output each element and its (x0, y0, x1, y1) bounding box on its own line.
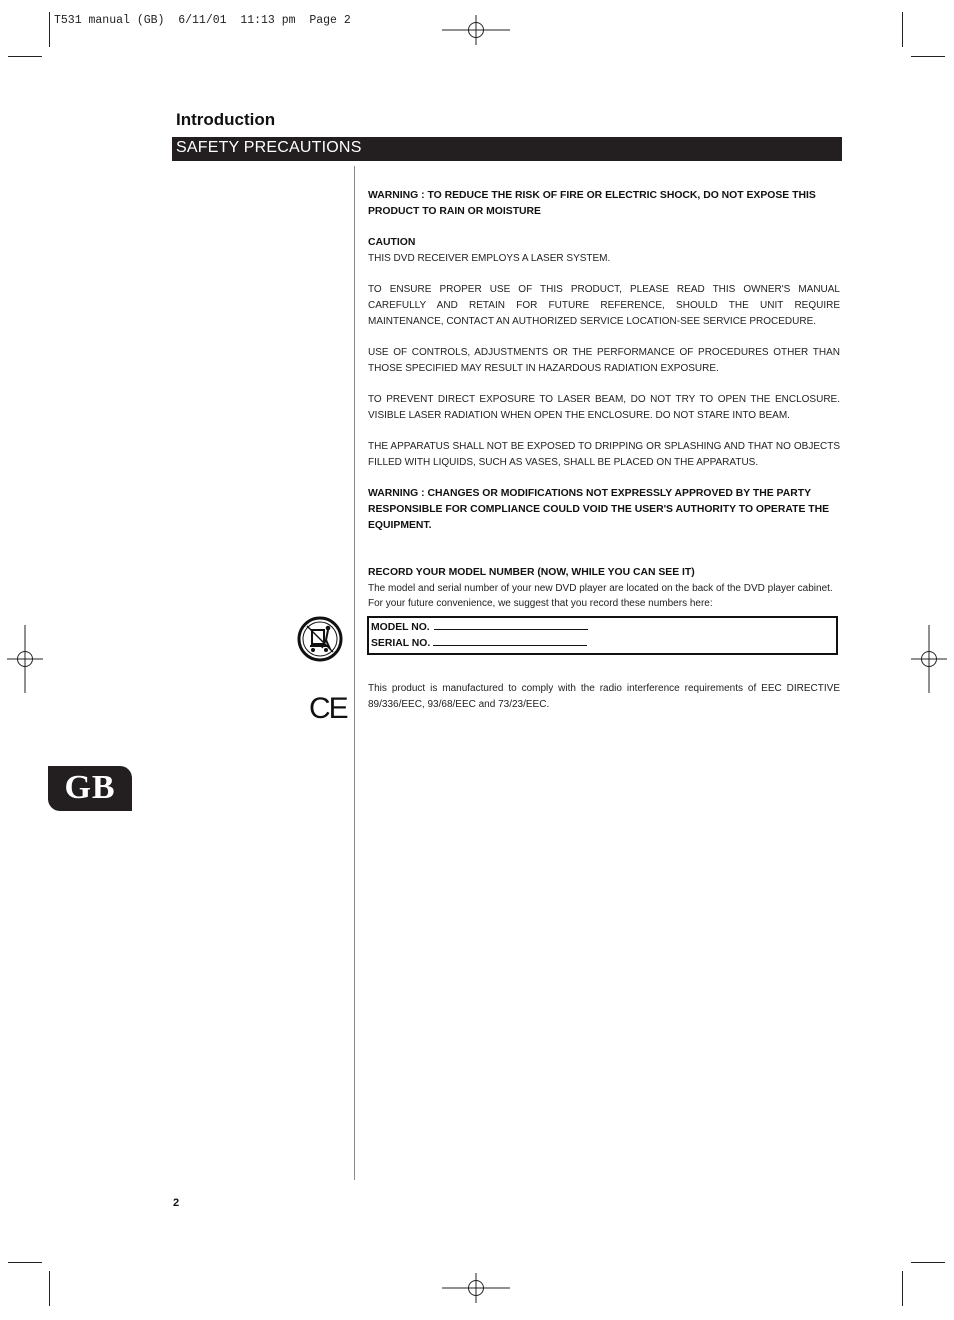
serial-number-line (433, 636, 587, 646)
record-heading: RECORD YOUR MODEL NUMBER (NOW, WHILE YOU CAN SEE IT) (368, 567, 695, 579)
warning-modifications: WARNING : CHANGES OR MODIFICATIONS NOT EXPRESSLY APPROVED BY THE PARTY RESPONSIBLE FOR COMPLIANCE COULD VOID THE USER'S AUTHORITY TO OPERATE THE EQUIPMENT. (368, 488, 830, 531)
banner-title: SAFETY PRECAUTIONS (176, 139, 362, 156)
laser-beam-paragraph: TO PREVENT DIRECT EXPOSURE TO LASER BEAM, DO NOT TRY TO OPEN THE ENCLOSURE. VISIBLE LASER RADIATION WHEN OPEN THE ENCLOSURE. DO NOT STARE INTO BEAM. (368, 394, 840, 421)
crop-mark (911, 56, 945, 57)
crop-mark (8, 1262, 42, 1263)
section-banner (172, 137, 842, 161)
crop-mark (902, 1271, 903, 1306)
serial-number-row (371, 636, 587, 652)
model-label: MODEL NO. (371, 622, 430, 634)
serial-label: SERIAL NO. (371, 638, 431, 650)
model-number-line (434, 620, 588, 630)
column-divider (354, 166, 355, 1180)
controls-paragraph: USE OF CONTROLS, ADJUSTMENTS OR THE PERFORMANCE OF PROCEDURES OTHER THAN THOSE SPECIFIED MAY RESULT IN HAZARDOUS RADIATION EXPOSURE. (368, 346, 840, 374)
warning-moisture: WARNING : TO REDUCE THE RISK OF FIRE OR ELECTRIC SHOCK, DO NOT EXPOSE THIS PRODUCT TO RAIN OR MOISTURE (368, 190, 816, 217)
gb-language-tab (48, 766, 132, 811)
gb-tab-label: GB (64, 769, 116, 806)
cart-warning-icon (297, 616, 343, 662)
registration-mark-bottom (440, 1272, 512, 1304)
model-serial-box (367, 616, 838, 655)
liquids-paragraph: THE APPARATUS SHALL NOT BE EXPOSED TO DRIPPING OR SPLASHING AND THAT NO OBJECTS FILLED WITH LIQUIDS, SUCH AS VASES, SHALL BE PLACED ON THE APPARATUS. (368, 441, 840, 468)
safety-content (368, 188, 840, 728)
caution-text: THIS DVD RECEIVER EMPLOYS A LASER SYSTEM. (368, 252, 611, 264)
crop-mark (49, 1271, 50, 1306)
record-text: The model and serial number of your new DVD player are located on the back of the DVD player cabinet. For your future convenience, we suggest that you record these numbers here: (368, 582, 833, 610)
section-title: Introduction (176, 110, 276, 129)
caution-heading: CAUTION (368, 237, 416, 249)
registration-mark-left (6, 624, 44, 694)
printer-slug: T531 manual (GB) 6/11/01 11:13 pm Page 2 (54, 14, 351, 27)
model-number-row (371, 620, 588, 636)
page-number: 2 (173, 1197, 180, 1209)
eec-paragraph: This product is manufactured to comply with the radio interference requirements of EEC DIRECTIVE 89/336/EEC, 93/68/EEC and 73/23/EEC. (368, 683, 840, 710)
ce-mark: CE (309, 692, 347, 725)
owners-manual-paragraph: TO ENSURE PROPER USE OF THIS PRODUCT, PLEASE READ THIS OWNER'S MANUAL CAREFULLY AND RETAIN FOR FUTURE REFERENCE, SHOULD THE UNIT REQUIRE MAINTENANCE, CONTACT AN AUTHORIZED SERVICE LOCATION-SEE SERVICE PROCEDURE. (368, 284, 840, 327)
registration-mark-top (440, 14, 512, 46)
crop-mark (49, 12, 50, 47)
registration-mark-right (910, 624, 948, 694)
crop-mark (911, 1262, 945, 1263)
crop-mark (902, 12, 903, 47)
crop-mark (8, 56, 42, 57)
